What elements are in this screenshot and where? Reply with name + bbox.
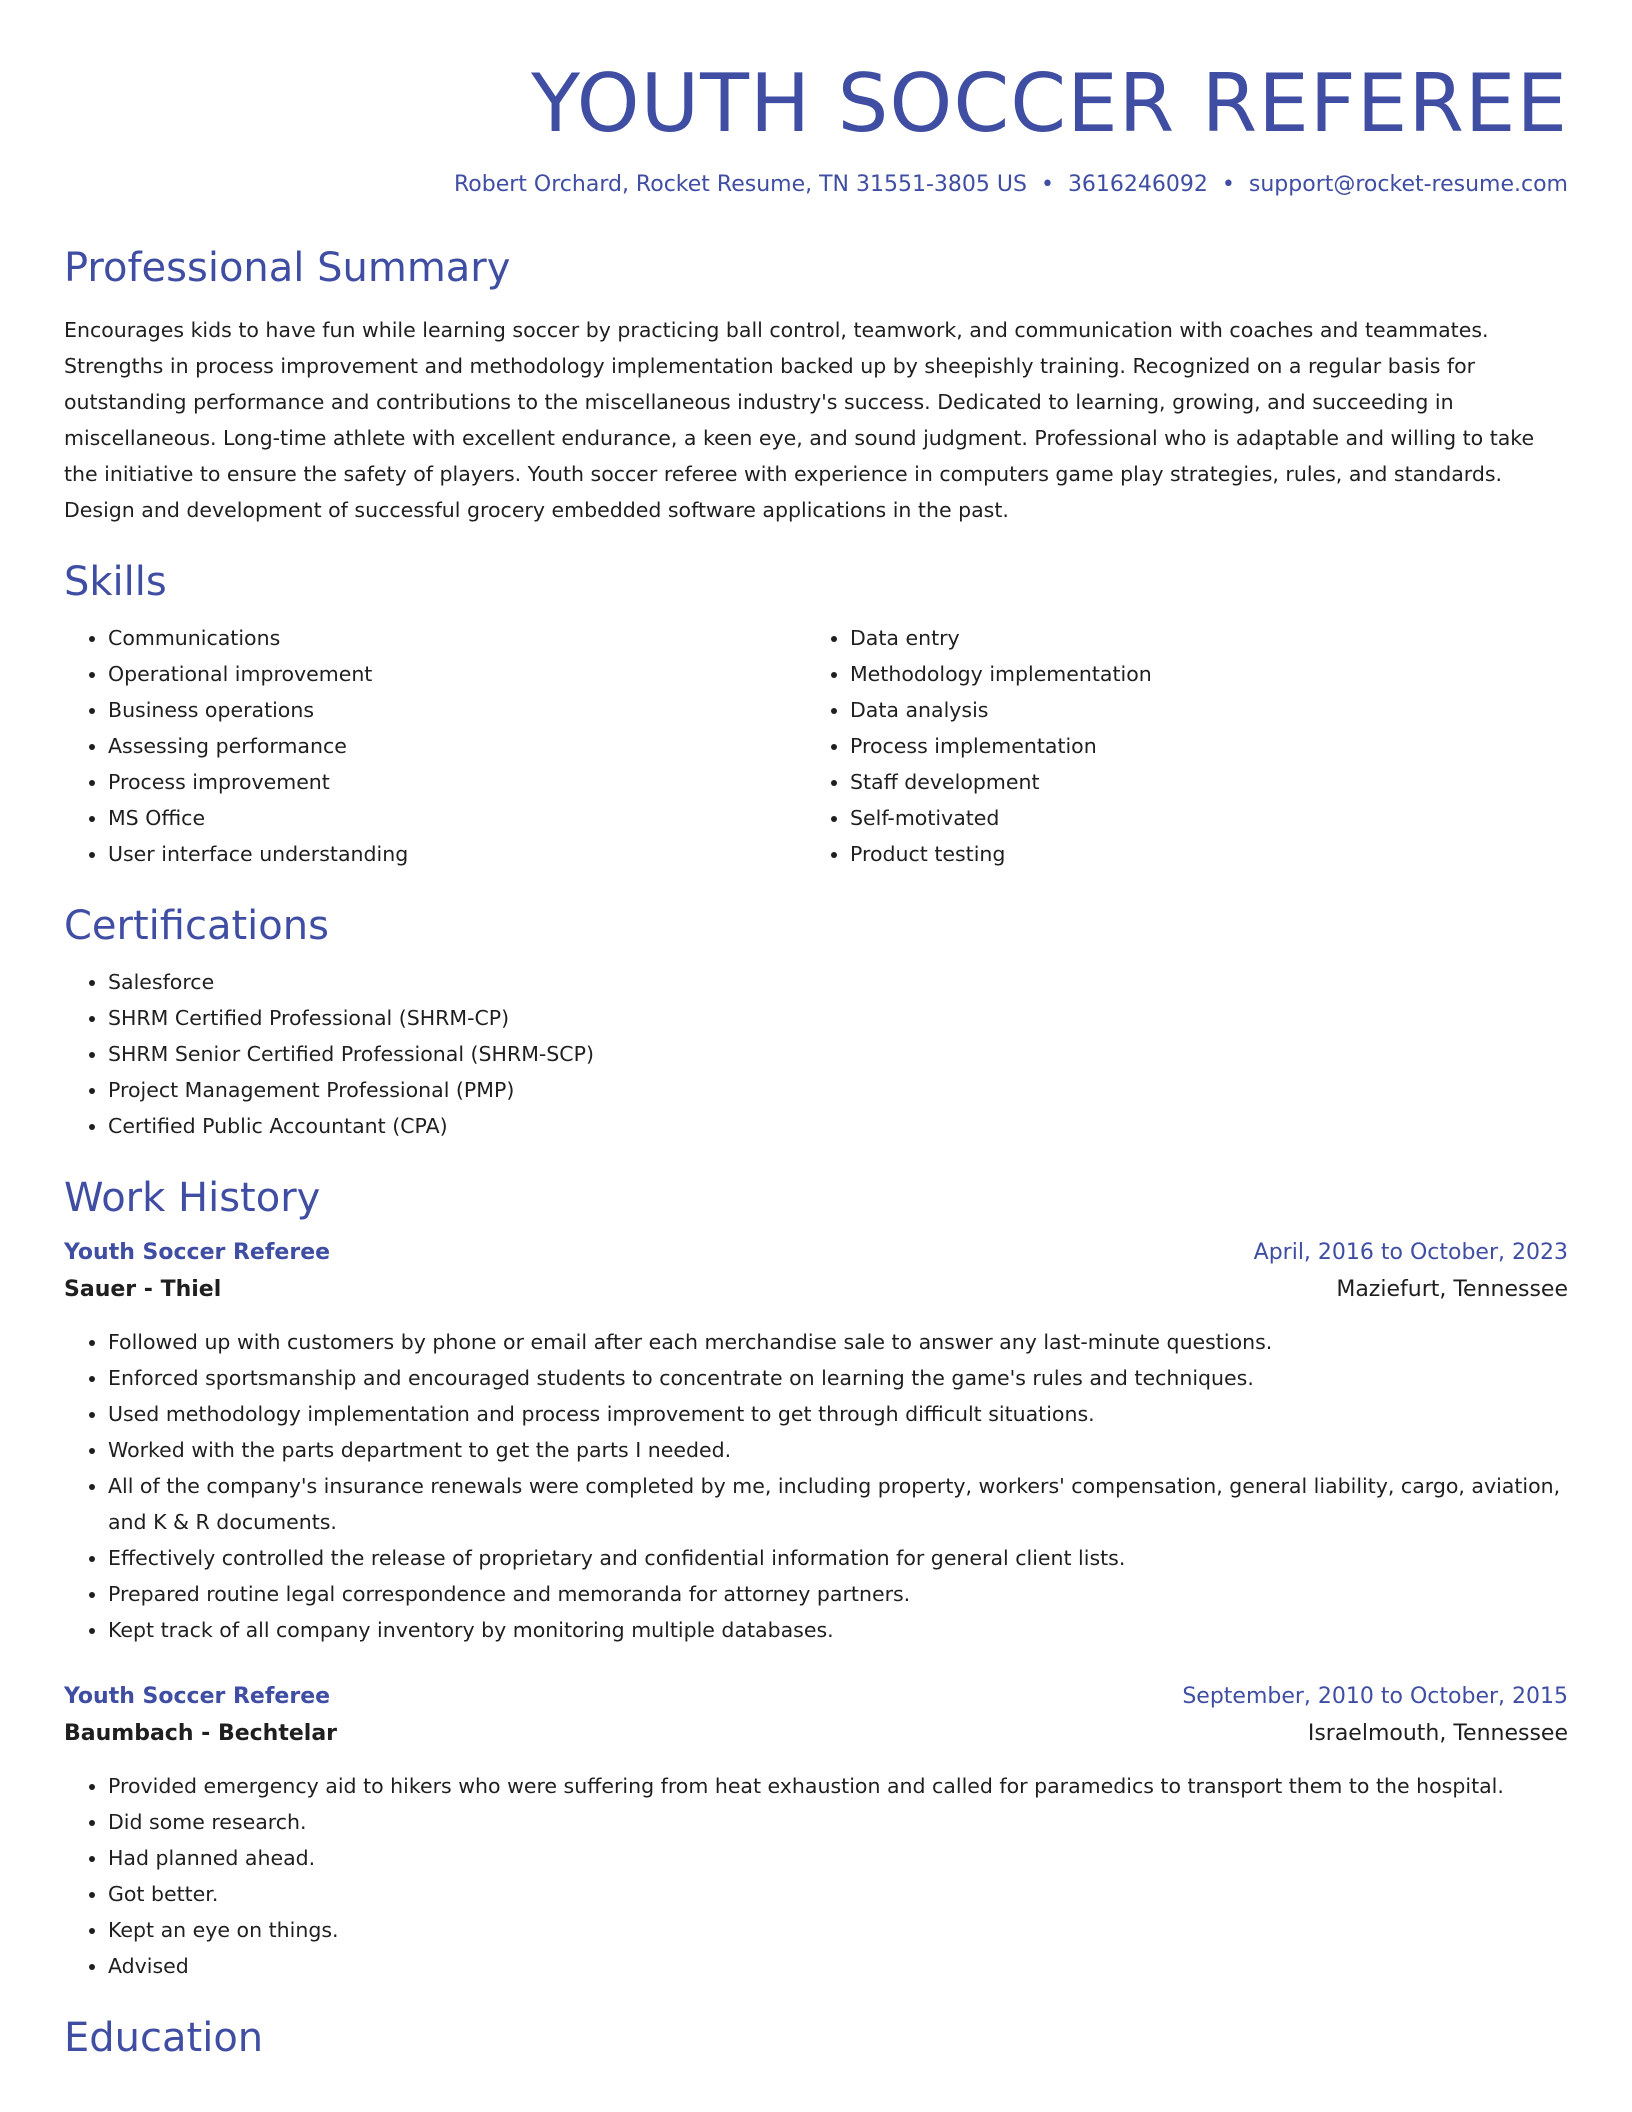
job-bullet: • All of the company's insurance renewals were completed by me, including property, workers' compensation, general liability, cargo, aviation, and K & R documents. (108, 1468, 1568, 1540)
job-bullet: • Provided emergency aid to hikers who were suffering from heat exhaustion and called for paramedics to transport them to the hospital. (108, 1768, 1568, 1804)
skill-item: • Operational improvement (108, 656, 806, 692)
contact-email[interactable]: support@rocket-resume.com (1248, 172, 1568, 197)
job-company: Baumbach - Bechtelar (64, 1721, 338, 1746)
skill-item: • Assessing performance (108, 728, 806, 764)
contact-line (64, 170, 1568, 200)
certification-item: • SHRM Certified Professional (SHRM-CP) (108, 1000, 1568, 1036)
summary-text: Encourages kids to have fun while learning soccer by practicing ball control, teamwork, and communication with coaches and teammates. Strengths in process improvement and methodology implementation backed up by sheepishly training. Recognized on a regular basis for outstanding performance and contributions to the miscellaneous industry's success. Dedicated to learning, growing, and succeeding in miscellaneous. Long-time athlete with excellent endurance, a keen eye, and sound judgment. Professional who is adaptable and willing to take the initiative to ensure the safety of players. Youth soccer referee with experience in computers game play strategies, rules, and standards. Design and development of successful grocery embedded software applications in the past. (64, 318, 1535, 522)
job-bullet: • Kept track of all company inventory by monitoring multiple databases. (108, 1612, 1568, 1648)
job-bullet: • Got better. (108, 1876, 1568, 1912)
job-title: Youth Soccer Referee (64, 1240, 331, 1265)
job-employer-row (64, 1714, 1568, 1754)
skill-item: • Data entry (850, 620, 1568, 656)
skill-item: • Process implementation (850, 728, 1568, 764)
job-company: Sauer - Thiel (64, 1277, 222, 1302)
job-bullet: • Used methodology implementation and process improvement to get through difficult situations. (108, 1396, 1568, 1432)
skill-item: • Process improvement (108, 764, 806, 800)
resume-page (64, 0, 1568, 2062)
skill-item: • Product testing (850, 836, 1568, 872)
work-history-heading: Work History (64, 1175, 321, 1221)
skill-item: • Staff development (850, 764, 1568, 800)
certification-item: • SHRM Senior Certified Professional (SHRM-SCP) (108, 1036, 1568, 1072)
summary-heading: Professional Summary (64, 245, 511, 291)
certification-item: • Project Management Professional (PMP) (108, 1072, 1568, 1108)
job-entry (64, 1236, 1568, 1648)
skills-heading: Skills (64, 559, 167, 605)
education-heading: Education (64, 2015, 264, 2061)
job-bullet: • Followed up with customers by phone or email after each merchandise sale to answer any last-minute questions. (108, 1324, 1568, 1360)
job-bullet: • Effectively controlled the release of proprietary and confidential information for general client lists. (108, 1540, 1568, 1576)
skill-item: • Communications (108, 620, 806, 656)
contact-address: Robert Orchard, Rocket Resume, TN 31551-3805 US (454, 172, 1027, 197)
job-bullet: • Did some research. (108, 1804, 1568, 1840)
job-bullet: • Kept an eye on things. (108, 1912, 1568, 1948)
job-bullet: • Had planned ahead. (108, 1840, 1568, 1876)
job-dates: April, 2016 to October, 2023 (1253, 1240, 1568, 1265)
job-bullet: • Prepared routine legal correspondence and memoranda for attorney partners. (108, 1576, 1568, 1612)
job-entry (64, 1680, 1568, 1984)
certification-item: • Certified Public Accountant (CPA) (108, 1108, 1568, 1144)
contact-phone: 3616246092 (1067, 172, 1208, 197)
job-bullets (64, 1768, 1568, 1984)
skill-item: • Business operations (108, 692, 806, 728)
job-bullets (64, 1324, 1568, 1648)
job-header-row (64, 1236, 1568, 1270)
job-bullet: • Worked with the parts department to get the parts I needed. (108, 1432, 1568, 1468)
job-header-row (64, 1680, 1568, 1714)
skills-columns (64, 620, 1568, 872)
contact-separator: • (1221, 172, 1235, 197)
resume-title: YOUTH SOCCER REFEREE (531, 57, 1568, 150)
job-dates: September, 2010 to October, 2015 (1182, 1684, 1568, 1709)
certifications-heading: Certifications (64, 903, 329, 949)
certifications-list (64, 964, 1568, 1144)
skill-item: • MS Office (108, 800, 806, 836)
certification-item: • Salesforce (108, 964, 1568, 1000)
skill-item: • User interface understanding (108, 836, 806, 872)
job-location: Maziefurt, Tennessee (1336, 1277, 1568, 1302)
skills-list-right (806, 620, 1568, 872)
job-bullet: • Advised (108, 1948, 1568, 1984)
skill-item: • Self-motivated (850, 800, 1568, 836)
skills-list-left (64, 620, 806, 872)
job-employer-row (64, 1270, 1568, 1310)
job-bullet: • Enforced sportsmanship and encouraged students to concentrate on learning the game's rules and techniques. (108, 1360, 1568, 1396)
job-title: Youth Soccer Referee (64, 1684, 331, 1709)
job-location: Israelmouth, Tennessee (1307, 1721, 1568, 1746)
skill-item: • Methodology implementation (850, 656, 1568, 692)
contact-separator: • (1040, 172, 1054, 197)
skill-item: • Data analysis (850, 692, 1568, 728)
